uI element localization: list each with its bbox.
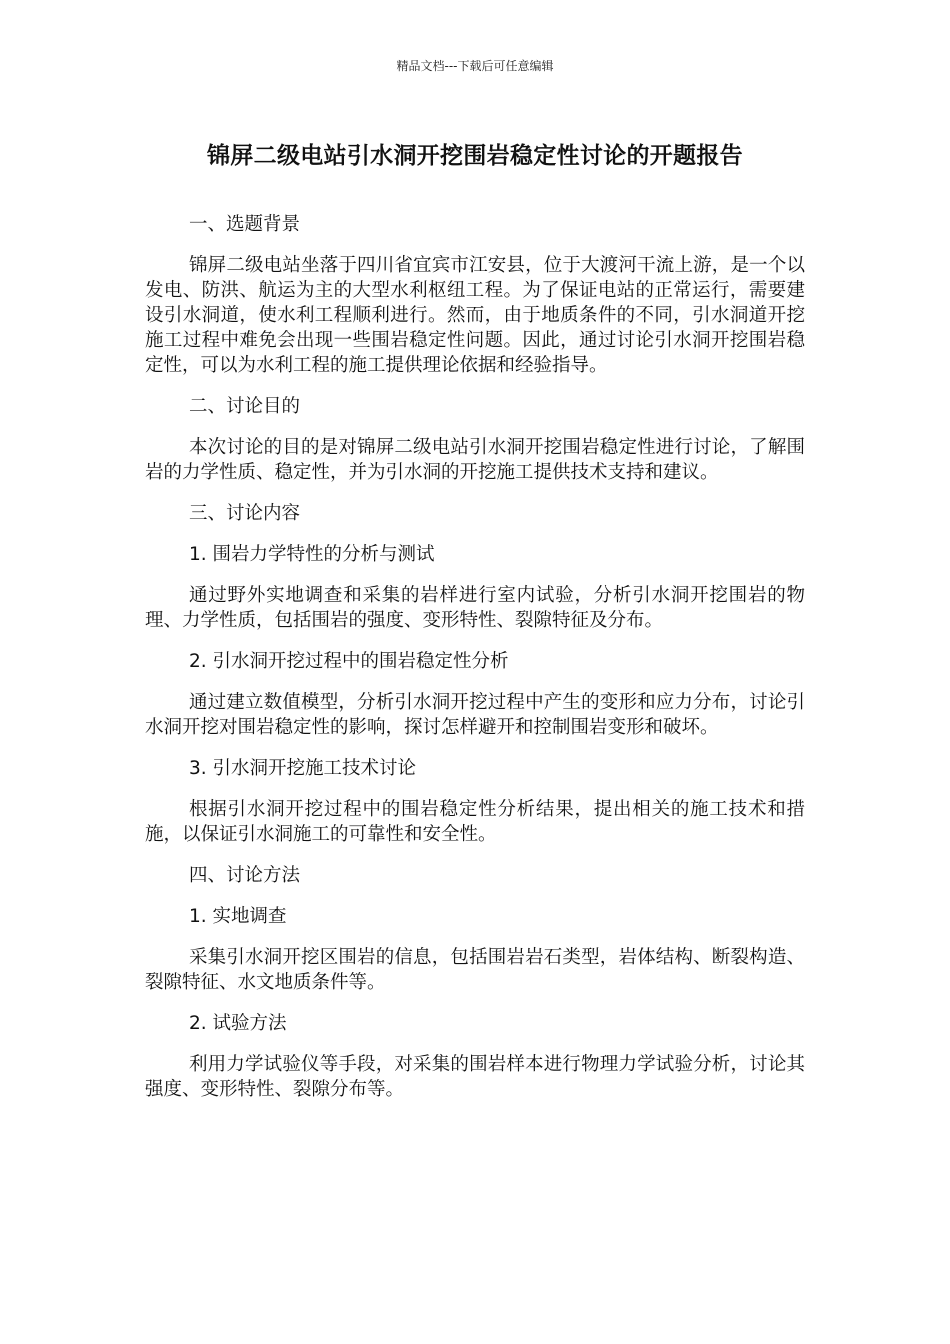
document-title: 锦屏二级电站引水洞开挖围岩稳定性讨论的开题报告: [207, 143, 743, 169]
subheading-mechanics: 1. 围岩力学特性的分析与测试: [189, 544, 435, 565]
section-heading-content: 三、讨论内容: [189, 503, 301, 524]
section-heading-purpose: 二、讨论目的: [189, 396, 301, 417]
subheading-construction: 3. 引水洞开挖施工技术讨论: [189, 758, 417, 779]
paragraph-mechanics: 通过野外实地调查和采集的岩样进行室内试验，分析引水洞开挖围岩的物理、力学性质，包括围岩的强度、变形特性、裂隙特征及分布。: [145, 585, 805, 631]
page-header-note: 精品文档---下载后可任意编辑: [396, 59, 554, 73]
section-heading-background: 一、选题背景: [189, 214, 301, 235]
section-heading-methods: 四、讨论方法: [189, 865, 301, 886]
subheading-field-survey: 1. 实地调查: [189, 906, 287, 927]
paragraph-construction: 根据引水洞开挖过程中的围岩稳定性分析结果，提出相关的施工技术和措施，以保证引水洞施工的可靠性和安全性。: [145, 799, 805, 845]
paragraph-background: 锦屏二级电站坐落于四川省宜宾市江安县，位于大渡河干流上游，是一个以发电、防洪、航运为主的大型水利枢纽工程。为了保证电站的正常运行，需要建设引水洞道，使水利工程顺利进行。然而，由于地质条件的不同，引水洞道开挖施工过程中难免会出现一些围岩稳定性问题。因此，通过讨论引水洞开挖围岩稳定性，可以为水利工程的施工提供理论依据和经验指导。: [145, 255, 805, 376]
paragraph-stability: 通过建立数值模型，分析引水洞开挖过程中产生的变形和应力分布，讨论引水洞开挖对围岩稳定性的影响，探讨怎样避开和控制围岩变形和破坏。: [145, 692, 805, 738]
subheading-test-method: 2. 试验方法: [189, 1013, 287, 1034]
paragraph-purpose: 本次讨论的目的是对锦屏二级电站引水洞开挖围岩稳定性进行讨论，了解围岩的力学性质、稳定性，并为引水洞的开挖施工提供技术支持和建议。: [145, 437, 805, 483]
document-body: [145, 212, 805, 1118]
paragraph-test-method: 利用力学试验仪等手段，对采集的围岩样本进行物理力学试验分析，讨论其强度、变形特性、裂隙分布等。: [145, 1054, 805, 1100]
paragraph-field-survey: 采集引水洞开挖区围岩的信息，包括围岩岩石类型，岩体结构、断裂构造、裂隙特征、水文地质条件等。: [145, 947, 805, 993]
subheading-stability: 2. 引水洞开挖过程中的围岩稳定性分析: [189, 651, 509, 672]
